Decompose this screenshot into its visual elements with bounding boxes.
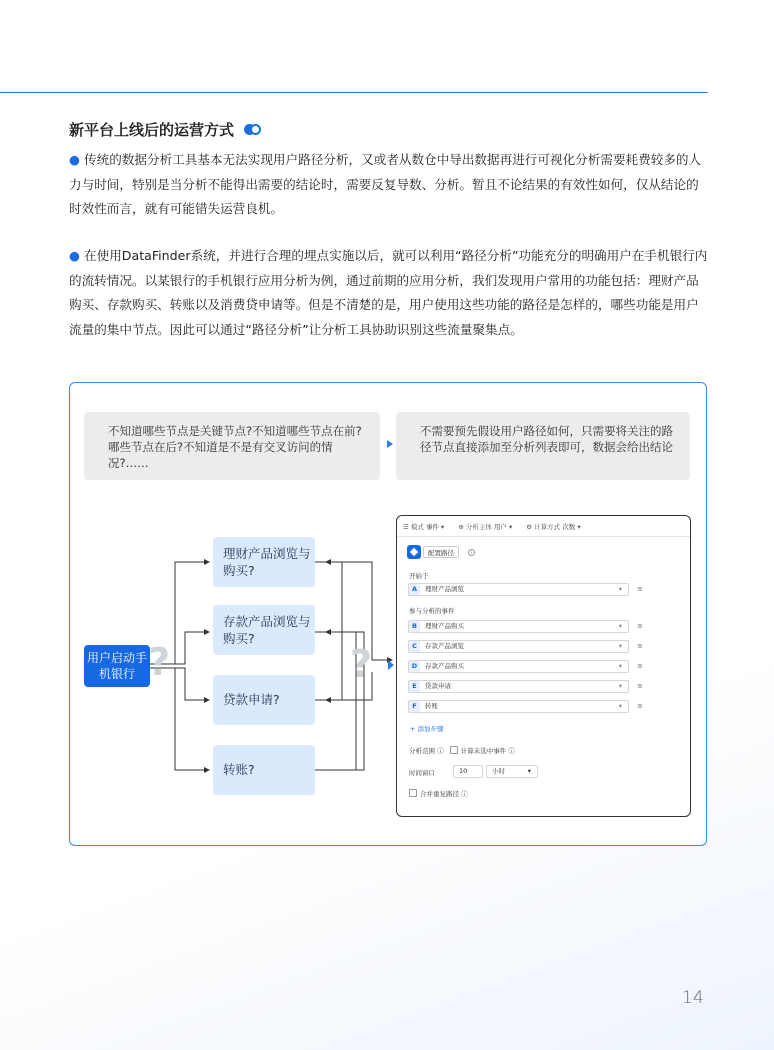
chevron-down-icon: ▾ [618,682,622,690]
question-mark-icon: ? [350,642,373,686]
window-label: 时间窗口 [409,769,435,777]
path-node-deposit: 存款产品浏览与购买? [213,605,315,655]
heading-text: 新平台上线后的运营方式 [69,121,235,139]
chevron-down-icon: ▾ [618,622,622,630]
filter-icon[interactable]: ≡ [637,682,643,690]
paragraph-2-text: 在使用DataFinder系统，并进行合理的埋点实施以后，就可以利用“路径分析”功能充分的明确用户在手机银行内的流转情况。以某银行的手机银行应用分析为例，通过前期的应用分析，我们发现用户常用的功能包括：理财产品购买、存款购买、转账以及消费贷申请等。但是不清楚的是，用户使用这些功能的路径是怎样的，哪些功能是用户流量的集中节点。因此可以通过“路径分析”让分析工具协助识别这些流量聚集点。 [69,248,708,337]
paragraph-1-text: 传统的数据分析工具基本无法实现用户路径分析，又或者从数仓中导出数据再进行可视化分析需要耗费较多的人力与时间，特别是当分析不能得出需要的结论时，需要反复导数、分析。暂且不论结果的有效性如何，仅从结论的时效性而言，就有可能错失运营良机。 [69,152,702,216]
path-node-wealth: 理财产品浏览与购买? [213,537,315,587]
filter-icon[interactable]: ≡ [637,622,643,630]
path-node-transfer: 转账? [213,745,315,795]
event-select-d[interactable]: D 存款产品购买 ▾ [408,660,629,673]
path-config-panel [396,515,691,817]
filter-icon[interactable]: ≡ [637,702,643,710]
merge-row: 合并重复路径 ⓘ [409,789,468,798]
bullet-icon: ● [69,248,84,263]
filter-icon[interactable]: ≡ [637,662,643,670]
events-label: 参与分析的事件 [409,607,455,615]
question-mark-icon: ? [148,640,171,684]
info-icon: i [468,549,475,556]
toolbar-divider [397,536,690,537]
window-unit-select[interactable]: 小时 ▾ [486,765,538,778]
filter-icon[interactable]: ≡ [637,585,643,593]
start-event-select[interactable]: A 理财产品浏览 ▾ [408,583,629,596]
event-select-e[interactable]: E 贷款申请 ▾ [408,680,629,693]
calc-selector[interactable]: ⚙ 计算方式 次数 ▾ [526,523,581,531]
window-value-input[interactable]: 10 [453,765,483,778]
start-label: 开始于 [409,572,429,580]
config-path-icon [407,545,421,559]
problem-box: 不知道哪些节点是关键节点?不知道哪些节点在前?哪些节点在后?不知道是不是有交叉访问的情况?…… [84,412,380,480]
panel-toolbar [403,522,581,531]
scope-checkbox[interactable] [450,746,458,754]
start-node: 用户启动手机银行 [84,645,150,687]
add-step-button[interactable]: + 添加步骤 [410,725,444,733]
event-select-c[interactable]: C 存款产品浏览 ▾ [408,640,629,653]
mode-selector[interactable]: ☰ 模式 事件 ▾ [403,523,445,531]
bullet-icon: ● [69,152,84,167]
event-select-f[interactable]: F 转账 ▾ [408,700,629,713]
merge-checkbox[interactable] [409,789,417,797]
subject-selector[interactable]: ⊕ 分析主体 用户 ▾ [458,523,513,531]
chevron-down-icon: ▾ [618,662,622,670]
config-path-button[interactable]: 配置路径 [423,546,459,558]
scope-row: 分析范围 ⓘ 计算未选中事件 ⓘ [409,747,515,755]
chevron-down-icon: ▾ [618,585,622,593]
page-number: 14 [682,988,704,1008]
chevron-down-icon: ▾ [527,767,531,775]
chevron-down-icon: ▾ [618,702,622,710]
filter-icon[interactable]: ≡ [637,642,643,650]
solution-box: 不需要预先假设用户路径如何，只需要将关注的路径节点直接添加至分析列表即可，数据会给出结论 [396,412,690,480]
chevron-down-icon: ▾ [618,642,622,650]
event-select-b[interactable]: B 理财产品购买 ▾ [408,620,629,633]
path-node-loan: 贷款申请? [213,675,315,725]
